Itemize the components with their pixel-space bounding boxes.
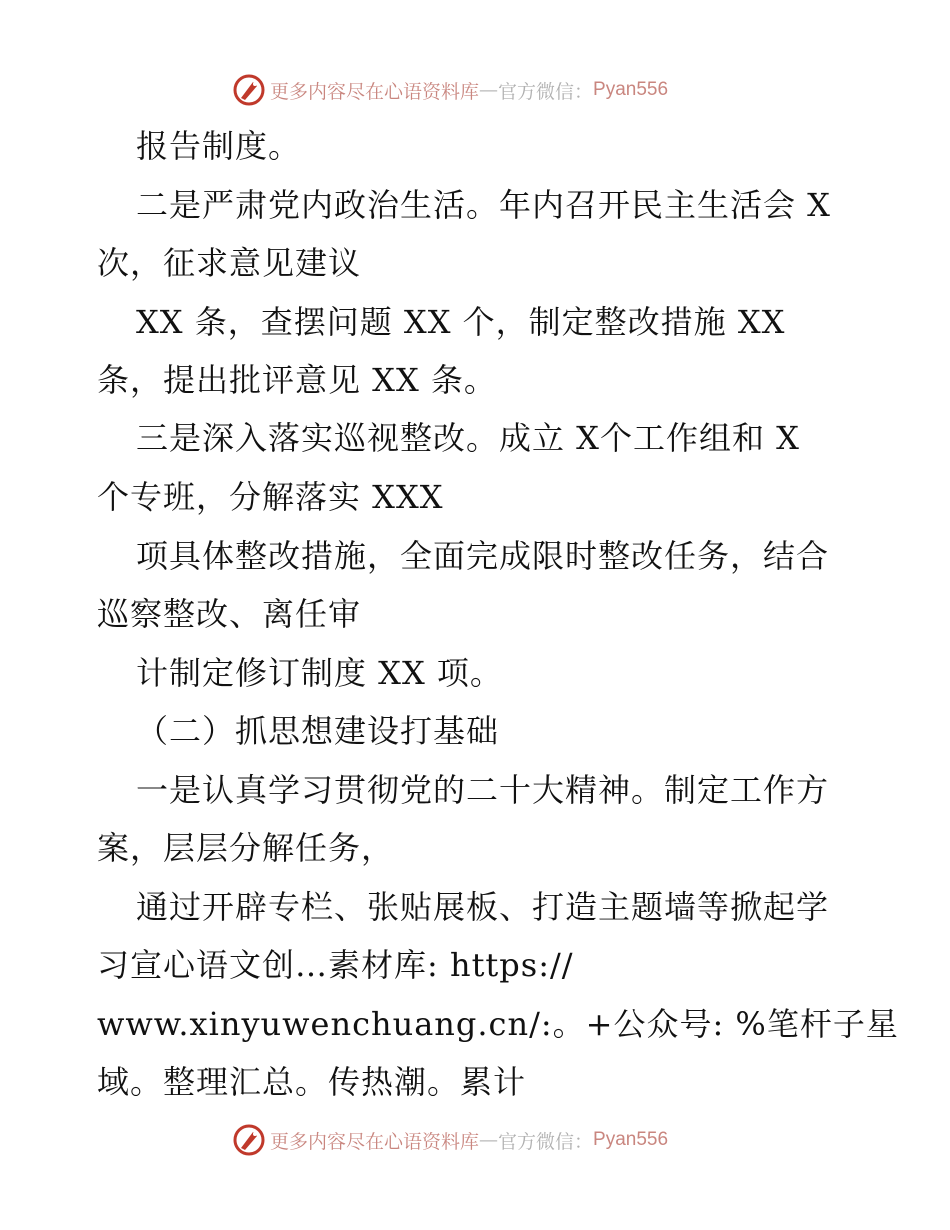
watermark-brand-text: 更多内容尽在心语资料库 (270, 1130, 480, 1153)
body-line: 域。整理汇总。传热潮。累计 (97, 1063, 527, 1101)
body-line: 案，层层分解任务， (97, 829, 395, 867)
body-line: 报告制度。 (136, 127, 302, 165)
body-line: 通过开辟专栏、张贴展板、打造主题墙等掀起学 (136, 888, 830, 926)
body-line: 条，提出批评意见 XX 条。 (97, 361, 497, 399)
body-line: 三是深入落实巡视整改。成立 X个工作组和 X (136, 419, 800, 457)
body-line: 一是认真学习贯彻党的二十大精神。制定工作方 (136, 771, 830, 809)
watermark-official-label: 官方微信： (498, 80, 594, 103)
watermark-official-label: 官方微信： (498, 1130, 594, 1153)
watermark-separator: — (479, 79, 499, 101)
section-heading: （二）抓思想建设打基础 (136, 712, 500, 750)
body-line: 项具体整改措施，全面完成限时整改任务，结合 (136, 537, 830, 575)
body-line: 个专班，分解落实 XXX (97, 478, 444, 516)
watermark-wechat-id: Pyan556 (593, 79, 669, 100)
body-line: www.xinyuwenchuang.cn/:。+公众号: %笔杆子星 (97, 1005, 899, 1043)
body-line: XX 条，查摆问题 XX 个，制定整改措施 XX (136, 303, 786, 341)
body-line: 巡察整改、离任审 (97, 595, 362, 633)
body-line: 次，征求意见建议 (97, 244, 362, 282)
watermark-separator: — (479, 1129, 499, 1151)
pen-nib-logo-icon (232, 1123, 266, 1157)
header-watermark (232, 72, 668, 108)
footer-watermark (232, 1122, 668, 1158)
body-line: 习宣心语文创…素材库: https:// (97, 946, 574, 984)
body-line: 二是严肃党内政治生活。年内召开民主生活会 X (136, 186, 831, 224)
watermark-wechat-id: Pyan556 (593, 1129, 669, 1150)
body-line: 计制定修订制度 XX 项。 (136, 654, 503, 692)
watermark-brand-text: 更多内容尽在心语资料库 (270, 80, 480, 103)
pen-nib-logo-icon (232, 73, 266, 107)
